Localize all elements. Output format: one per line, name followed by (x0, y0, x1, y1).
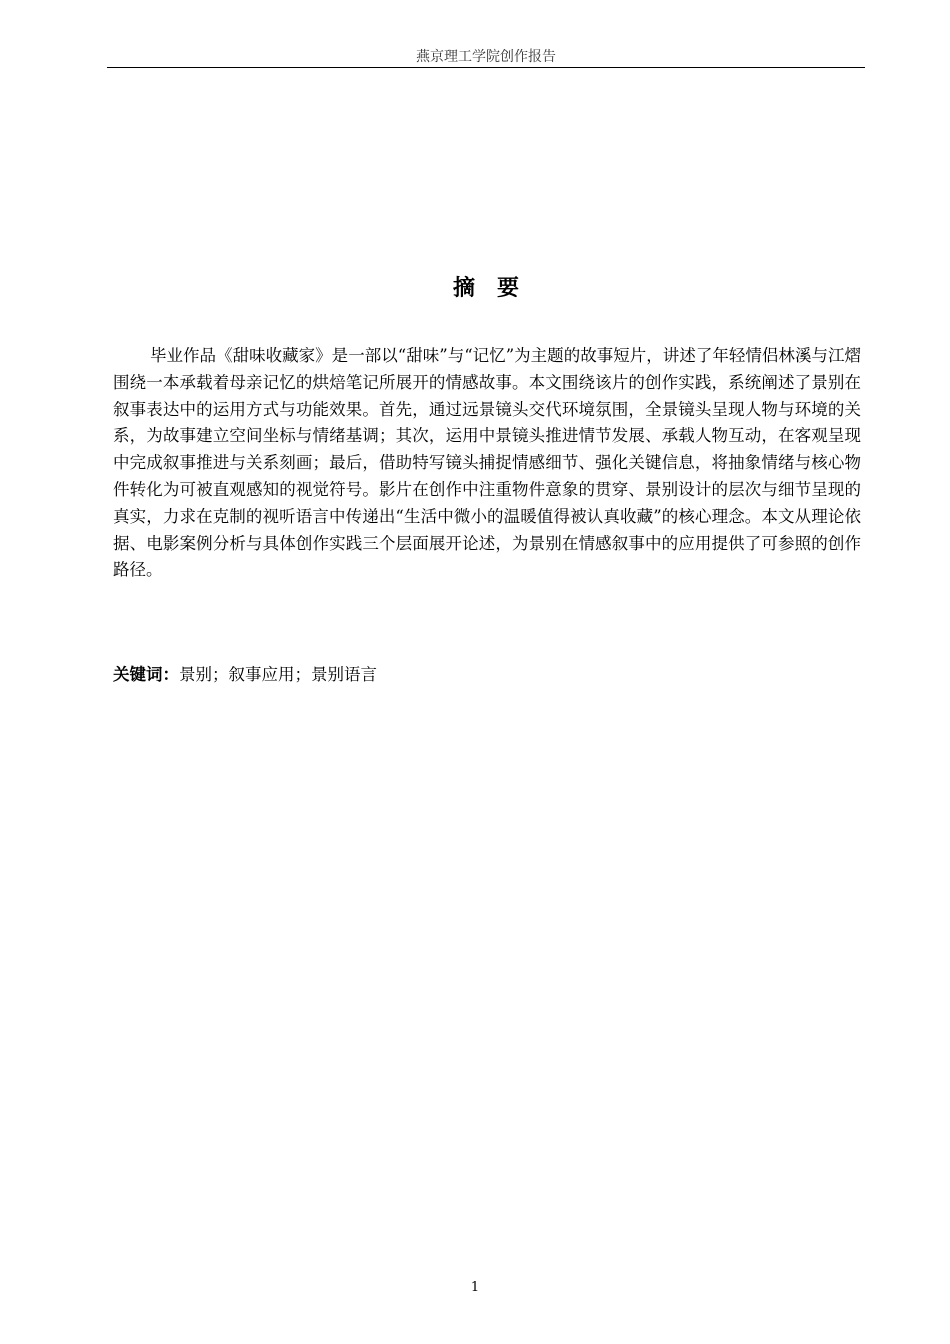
abstract-paragraph: 毕业作品《甜味收藏家》是一部以“甜味”与“记忆”为主题的故事短片，讲述了年轻情侣林溪与江熠围绕一本承载着母亲记忆的烘焙笔记所展开的情感故事。本文围绕该片的创作实践，系统阐述了景别在叙事表达中的运用方式与功能效果。首先，通过远景镜头交代环境氛围，全景镜头呈现人物与环境的关系，为故事建立空间坐标与情绪基调；其次，运用中景镜头推进情节发展、承载人物互动，在客观呈现中完成叙事推进与关系刻画；最后，借助特写镜头捕捉情感细节、强化关键信息，将抽象情绪与核心物件转化为可被直观感知的视觉符号。影片在创作中注重物件意象的贯穿、景别设计的层次与细节呈现的真实，力求在克制的视听语言中传递出“生活中微小的温暖值得被认真收藏”的核心理念。本文从理论依据、电影案例分析与具体创作实践三个层面展开论述，为景别在情感叙事中的应用提供了可参照的创作路径。 (113, 346, 861, 580)
abstract-heading: 摘要 (452, 276, 541, 301)
page-header (107, 48, 865, 68)
keywords-label: 关键词： (113, 665, 179, 684)
keywords-value: 景别；叙事应用；景别语言 (179, 665, 377, 684)
keywords-line (113, 662, 861, 688)
page-number: 1 (470, 1280, 480, 1295)
header-title: 燕京理工学院创作报告 (416, 49, 556, 65)
